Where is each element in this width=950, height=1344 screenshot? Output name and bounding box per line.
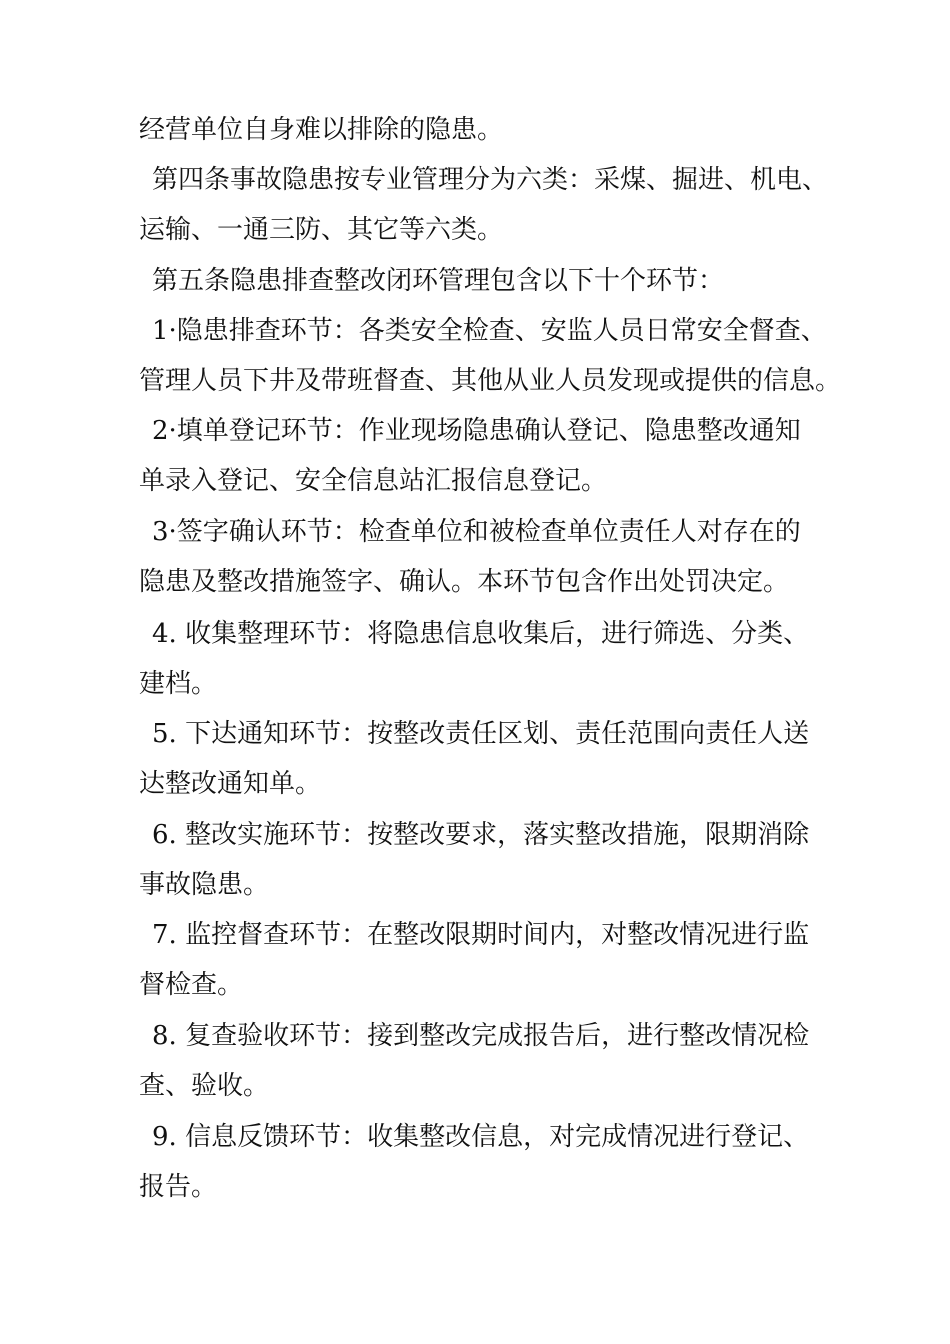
text-line: 管理人员下井及带班督查、其他从业人员发现或提供的信息。 (139, 366, 842, 396)
list-item-4: 4. 收集整理环节：将隐患信息收集后，进行筛选、分类、 (152, 619, 810, 649)
text-line: 运输、一通三防、其它等六类。 (139, 215, 504, 245)
text-line-article-5: 第五条隐患排查整改闭环管理包含以下十个环节： (152, 266, 725, 296)
text-line: 达整改通知单。 (139, 769, 322, 799)
list-item-1: 1·隐患排查环节：各类安全检查、安监人员日常安全督查、 (152, 316, 827, 346)
text-line: 督检查。 (139, 970, 244, 1000)
text-line: 事故隐患。 (139, 870, 270, 900)
text-line: 报告。 (139, 1172, 218, 1202)
text-line: 经营单位自身难以排除的隐患。 (139, 115, 504, 145)
text-line: 单录入登记、安全信息站汇报信息登记。 (139, 466, 608, 496)
list-item-9: 9. 信息反馈环节：收集整改信息，对完成情况进行登记、 (152, 1122, 810, 1152)
list-item-5: 5. 下达通知环节：按整改责任区划、责任范围向责任人送 (152, 719, 810, 749)
text-line: 建档。 (139, 669, 218, 699)
list-item-7: 7. 监控督查环节：在整改限期时间内，对整改情况进行监 (152, 920, 810, 950)
text-line: 查、验收。 (139, 1071, 270, 1101)
list-item-2: 2·填单登记环节：作业现场隐患确认登记、隐患整改通知 (152, 416, 801, 446)
list-item-6: 6. 整改实施环节：按整改要求，落实整改措施，限期消除 (152, 820, 810, 850)
list-item-8: 8. 复查验收环节：接到整改完成报告后，进行整改情况检 (152, 1021, 810, 1051)
text-line: 隐患及整改措施签字、确认。本环节包含作出处罚决定。 (139, 567, 790, 597)
text-line-article-4: 第四条事故隐患按专业管理分为六类：采煤、掘进、机电、 (152, 165, 829, 195)
list-item-3: 3·签字确认环节：检查单位和被检查单位责任人对存在的 (152, 517, 801, 547)
